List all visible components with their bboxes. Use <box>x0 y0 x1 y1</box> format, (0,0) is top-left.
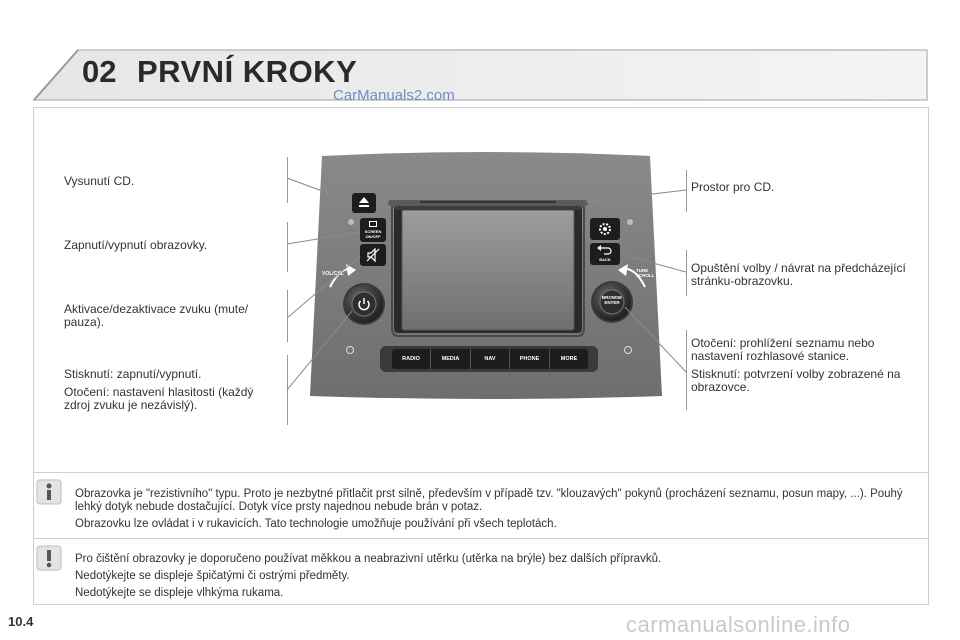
back-button[interactable] <box>590 243 620 265</box>
more-button[interactable]: MORE <box>560 356 578 362</box>
phone-button[interactable]: PHONE <box>510 349 550 369</box>
watermark-top: CarManuals2.com <box>333 87 455 104</box>
eject-icon-bar <box>359 205 369 207</box>
info-note-resistive <box>75 488 915 535</box>
label-browse-press: Stisknutí: potvrzení volby zobrazené na obrazovce. <box>691 367 901 394</box>
info-note-paragraph: Obrazovku lze ovládat i v rukavicích. Tato technologie umožňuje používání při všech teplotách. <box>75 518 557 530</box>
page-number: 10.4 <box>8 614 34 629</box>
page-title: PRVNÍ KROKY <box>137 54 358 89</box>
label-separator <box>686 330 687 410</box>
label-back: Opuštění volby / návrat na předcházející stránku-obrazovku. <box>691 261 906 288</box>
label-browse-turn: Otočení: prohlížení seznamu nebo nastavení rozhlasové stanice. <box>691 336 875 363</box>
label-separator <box>287 290 288 342</box>
label-separator <box>686 250 687 296</box>
back-arrow-icon <box>590 243 620 257</box>
screen-onoff-button[interactable] <box>360 218 386 242</box>
screen-icon <box>369 221 377 227</box>
label-separator <box>686 170 687 212</box>
chapter-number: 02 <box>82 54 117 89</box>
label-cd-slot: Prostor pro CD. <box>691 180 775 194</box>
browse-enter-label: BROWSE ENTER <box>601 295 623 305</box>
vol-label: VOL/CAL <box>322 271 344 277</box>
screen-onoff-label: SCREEN ON/OFF <box>364 229 382 239</box>
label-volume-turn: Otočení: nastavení hlasitosti (každý zdroj zvuku je nezávislý). <box>64 385 254 412</box>
tune-label: TUNE SCROLL <box>636 268 655 278</box>
media-button[interactable]: MEDIA <box>431 349 471 369</box>
power-volume-knob[interactable] <box>342 282 386 326</box>
gear-icon <box>590 218 620 240</box>
label-mute: Aktivace/dezaktivace zvuku (mute/ pauza). <box>64 302 249 329</box>
eject-button[interactable] <box>352 193 376 213</box>
radio-button[interactable]: RADIO <box>392 349 431 369</box>
info-note-paragraph: Nedotýkejte se displeje vlhkýma rukama. <box>75 587 284 599</box>
nav-button[interactable]: NAV <box>471 349 510 369</box>
label-separator <box>287 355 288 425</box>
label-screen-toggle: Zapnutí/vypnutí obrazovky. <box>64 238 208 252</box>
mute-icon <box>360 244 386 266</box>
shortcut-button-bar <box>392 349 588 369</box>
label-power-press: Stisknutí: zapnutí/vypnutí. <box>64 367 202 381</box>
info-note-paragraph: Pro čištění obrazovky je doporučeno používat měkkou a neabrazivní utěrku (utěrka na brýle) bez dalších přípravků. <box>75 553 662 565</box>
info-note-paragraph: Nedotýkejte se displeje špičatými či ostrými předměty. <box>75 570 350 582</box>
label-cd-eject: Vysunutí CD. <box>64 174 135 188</box>
section-divider <box>33 472 929 473</box>
watermark-bottom: carmanualsonline.info <box>626 612 851 637</box>
mute-button[interactable] <box>360 244 386 266</box>
warning-icon <box>36 545 62 571</box>
section-divider <box>33 538 929 539</box>
back-label: BACK <box>599 257 611 262</box>
info-icon <box>36 479 62 505</box>
label-separator <box>287 222 288 272</box>
settings-button[interactable] <box>590 218 620 240</box>
label-separator <box>287 157 288 203</box>
info-note-paragraph: Obrazovka je "rezistivního" typu. Proto je nezbytné přitlačit prst silně, především v případě tzv. "klouzavých" pokynů (procházení seznamu, posun mapy, ...). Pouhý lehký dotyk nebude dostačující. Dotyk více prsty najednou nebude brán v potaz. <box>75 488 903 513</box>
eject-icon <box>359 197 369 203</box>
info-note-cleaning <box>75 553 915 604</box>
